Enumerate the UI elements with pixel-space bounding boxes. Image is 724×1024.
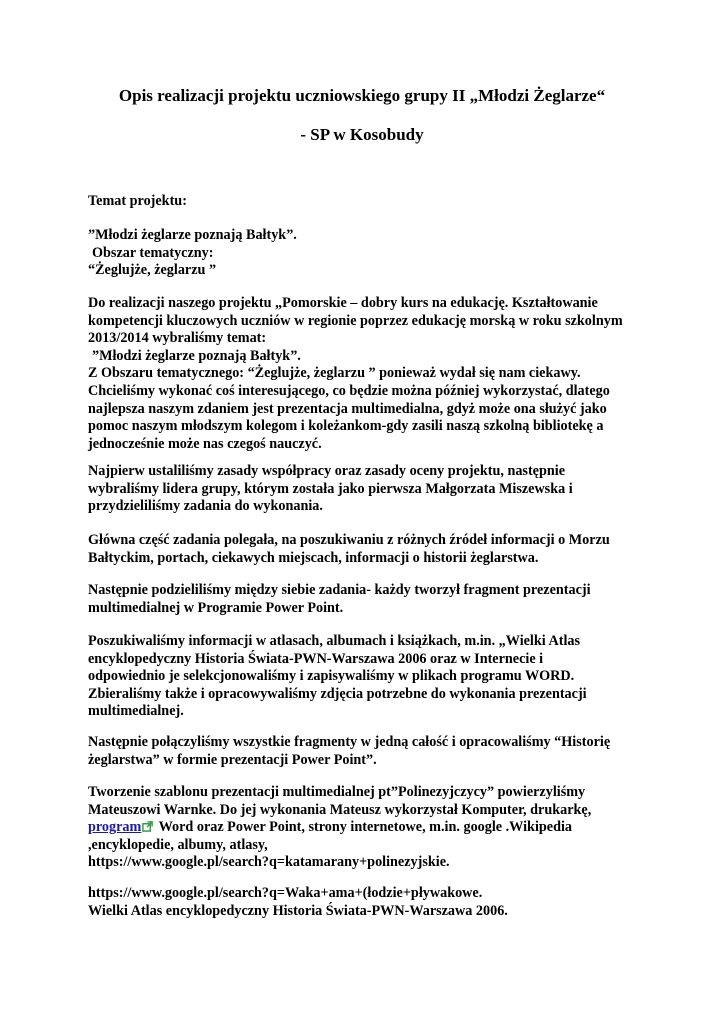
program-link[interactable]: program (88, 819, 142, 836)
paragraph-1 (88, 295, 648, 453)
paragraph-3 (88, 532, 648, 567)
paragraph-line: Najpierw ustaliliśmy zasady współpracy oraz zasady oceny projektu, następnie (88, 463, 565, 479)
paragraph-line: pomoc naszym młodszym kolegom i koleżankom-gdy zasili naszą szkolną bibliotekę a (88, 418, 604, 435)
paragraph-2 (88, 463, 648, 516)
paragraph-line: multimedialnej w Programie Power Point. (88, 599, 344, 616)
paragraph-line: Mateuszowi Warnke. Do jej wykonania Mateusz wykorzystał Komputer, drukarkę, (88, 801, 592, 818)
topic-line: Obszar tematyczny: (92, 244, 214, 261)
paragraph-line: przydzieliliśmy zadania do wykonania. (88, 498, 323, 515)
topic-section (88, 193, 648, 211)
paragraph-line: 2013/2014 wybraliśmy temat: (88, 330, 267, 347)
paragraph-line: Chcieliśmy wykonać coś interesującego, co będzie można później wykorzystać, dlatego (88, 382, 610, 399)
document-title: Opis realizacji projektu uczniowskiego grupy II „Młodzi Żeglarze“ (118, 86, 606, 105)
sources-section (88, 885, 648, 920)
paragraph-line-with-link (88, 819, 648, 837)
paragraph-6 (88, 734, 648, 769)
topic-line: “Żeglujże, żeglarzu ” (88, 262, 217, 279)
paragraph-line: wybraliśmy lidera grupy, którym została jako pierwsza Małgorzata Miszewska i (88, 480, 573, 497)
paragraph-line: Do realizacji naszego projektu „Pomorskie – dobry kurs na edukację. Kształtowanie (88, 295, 598, 311)
paragraph-line: Zbieraliśmy także i opracowywaliśmy zdjęcia potrzebne do wykonania prezentacji (88, 685, 587, 702)
topic-lines (88, 227, 648, 280)
paragraph-line: Poszukiwaliśmy informacji w atlasach, albumach i książkach, m.in. „Wielki Atlas (88, 633, 580, 649)
paragraph-7 (88, 784, 648, 872)
document-subtitle: - SP w Kosobudy (300, 125, 424, 144)
topic-line: ”Młodzi żeglarze poznają Bałtyk”. (88, 227, 297, 243)
paragraph-4 (88, 582, 648, 617)
paragraph-line: żeglarstwa” w formie prezentacji Power Point”. (88, 751, 377, 768)
paragraph-line: https://www.google.pl/search?q=katamarany+polinezyjskie. (88, 854, 450, 871)
paragraph-line: encyklopedyczny Historia Świata-PWN-Warszawa 2006 oraz w Internecie i (88, 650, 544, 667)
paragraph-line: ”Młodzi żeglarze poznają Bałtyk”. (92, 347, 301, 364)
paragraph-line: kompetencji kluczowych uczniów w regionie poprzez edukację morską w roku szkolnym (88, 312, 623, 329)
source-line: https://www.google.pl/search?q=Waka+ama+(łodzie+pływakowe. (88, 885, 483, 901)
paragraph-line: odpowiednio je selekcjonowaliśmy i zapisywaliśmy w plikach programu WORD. (88, 668, 575, 685)
paragraph-line: Główna część zadania polegała, na poszukiwaniu z różnych źródeł informacji o Morzu (88, 532, 610, 548)
paragraph-5 (88, 633, 648, 721)
paragraph-line: Następnie podzieliliśmy między siebie zadania- każdy tworzył fragment prezentacji (88, 582, 591, 598)
paragraph-line: Następnie połączyliśmy wszystkie fragmenty w jedną całość i opracowaliśmy “Historię (88, 734, 611, 750)
topic-heading: Temat projektu: (88, 193, 187, 209)
external-link-icon[interactable] (142, 821, 153, 832)
paragraph-line: Bałtyckim, portach, ciekawych miejscach, informacji o historii żeglarstwa. (88, 549, 539, 566)
paragraph-line: ,encyklopedie, albumy, atlasy, (88, 836, 268, 853)
paragraph-line: Tworzenie szablonu prezentacji multimedialnej pt”Polinezyjczycy” powierzyliśmy (88, 784, 586, 800)
paragraph-line-rest: Word oraz Power Point, strony internetowe, m.in. google .Wikipedia (155, 819, 573, 836)
paragraph-line: Z Obszaru tematycznego: “Żeglujże, żeglarzu ” ponieważ wydał się nam ciekawy. (88, 365, 581, 382)
paragraph-line: najlepsza naszym zdaniem jest prezentacja multimedialna, gdyż może ona służyć jako (88, 400, 607, 417)
source-line: Wielki Atlas encyklopedyczny Historia Świata-PWN-Warszawa 2006. (88, 902, 508, 919)
paragraph-line: jednocześnie może nas czegoś nauczyć. (88, 435, 322, 452)
paragraph-line: multimedialnej. (88, 703, 184, 720)
